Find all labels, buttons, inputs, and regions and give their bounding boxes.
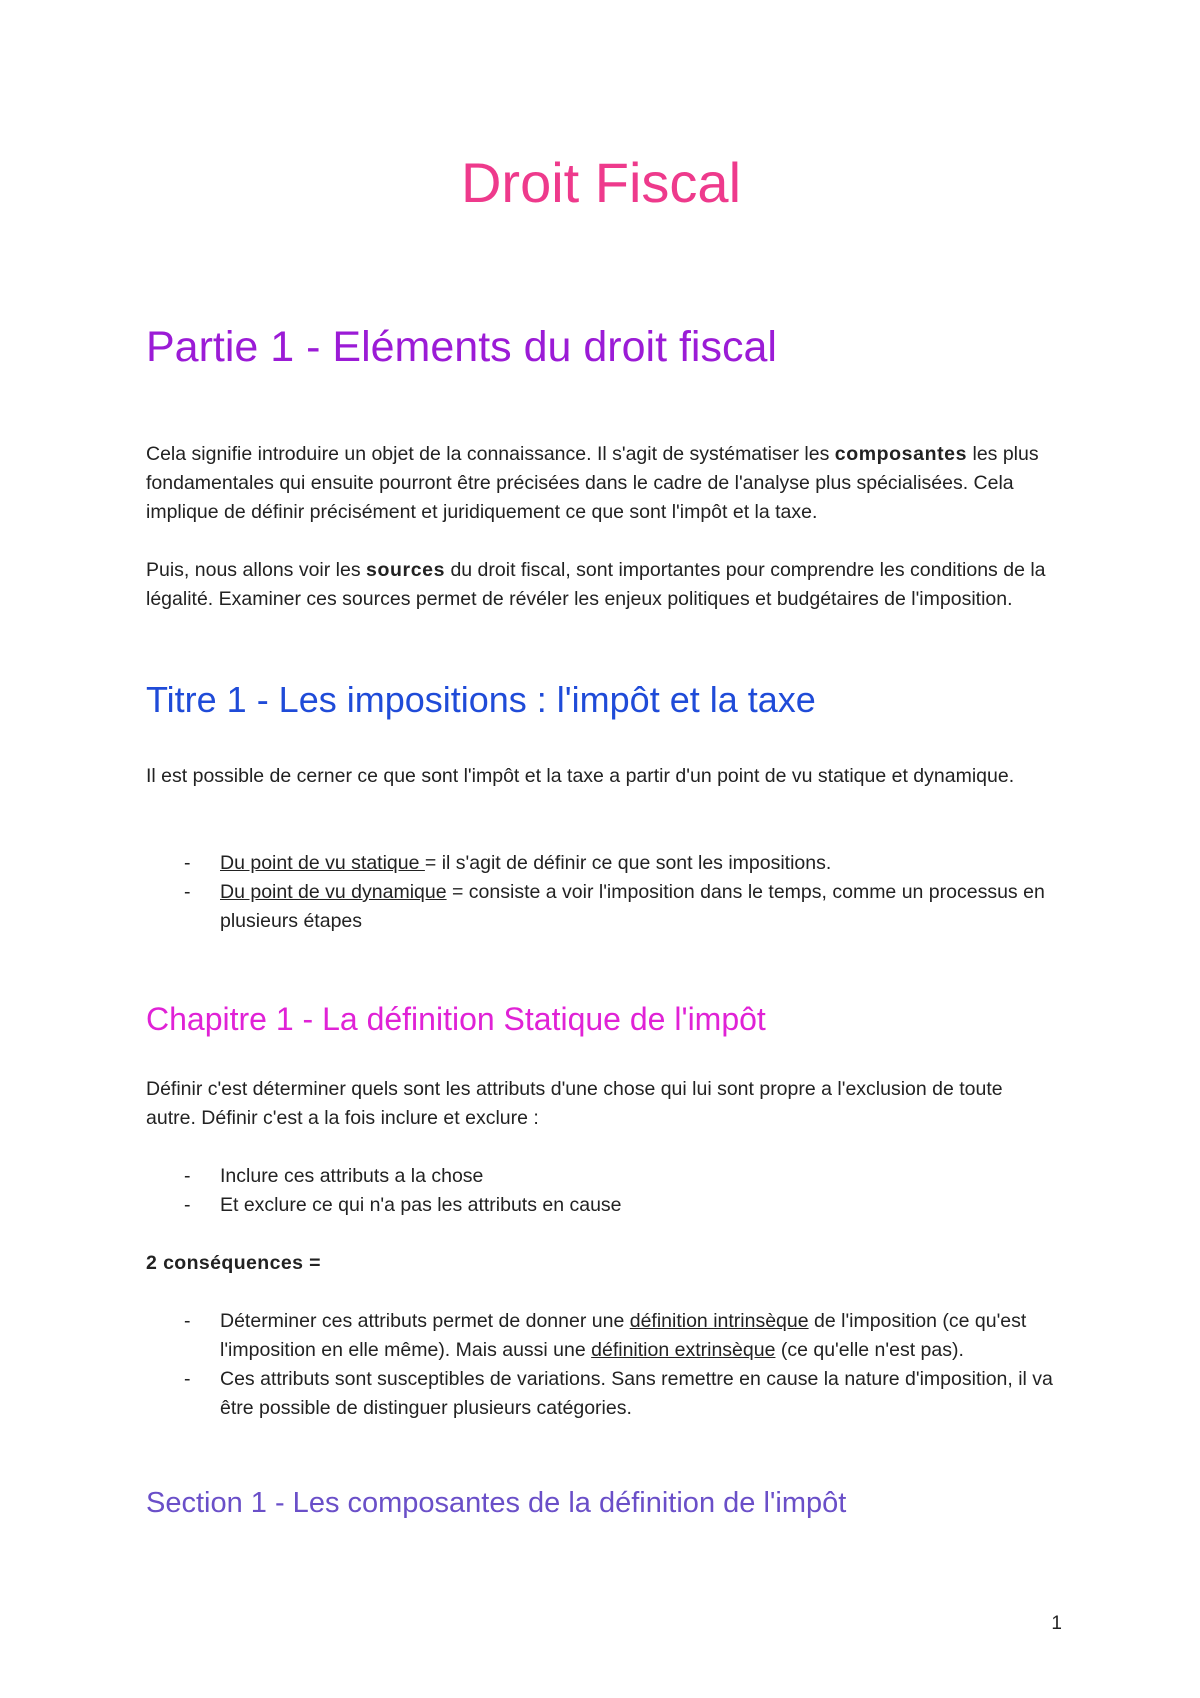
list-dash: - — [184, 881, 191, 903]
consequences-bold-label: 2 conséquences = — [146, 1252, 321, 1274]
consequences-list — [146, 1307, 1056, 1423]
underlined-term: définition intrinsèque — [629, 1310, 809, 1332]
titre-heading: Titre 1 - Les impositions : l'impôt et la taxe — [146, 679, 816, 720]
intro-text: les plus fondamentales qui ensuite pourront être précisées dans le cadre de l'analyse plus spécialisées. Cela implique de définir précisément et juridiquement ce que sont l'impôt et la taxe. — [146, 443, 1039, 523]
list-item-text: = consiste a voir l'imposition dans le temps, comme un processus en plusieurs étapes — [220, 881, 1045, 932]
chapitre-heading: Chapitre 1 - La définition Statique de l'impôt — [146, 1001, 766, 1037]
part-heading: Partie 1 - Eléments du droit fiscal — [146, 323, 777, 371]
underlined-term: définition extrinsèque — [591, 1339, 776, 1361]
intro-paragraph-1 — [146, 440, 1056, 527]
underlined-term: Du point de vu statique — [220, 852, 425, 874]
list-item — [146, 878, 1056, 936]
list-item-text: Déterminer ces attributs permet de donner une — [220, 1310, 630, 1332]
list-item — [146, 849, 1056, 878]
list-item — [146, 1162, 1056, 1191]
titre-list — [146, 849, 1056, 936]
intro-text: du droit fiscal, sont importantes pour comprendre les conditions de la légalité. Examiner ces sources permet de révéler les enjeux politiques et budgétaires de l'imposition. — [146, 559, 1046, 610]
consequences-label — [146, 1249, 1056, 1278]
list-dash: - — [184, 1194, 191, 1216]
intro-text: Cela signifie introduire un objet de la connaissance. Il s'agit de systématiser les — [146, 443, 835, 465]
list-item — [146, 1307, 1056, 1365]
list-item-text: (ce qu'elle n'est pas). — [775, 1339, 964, 1361]
list-dash: - — [184, 852, 191, 874]
list-item-text: de l'imposition (ce qu'est l'imposition en elle même). Mais aussi une — [220, 1310, 1027, 1361]
list-item-text: Inclure ces attributs a la chose — [220, 1165, 484, 1187]
list-item-text: Et exclure ce qui n'a pas les attributs en cause — [220, 1194, 622, 1216]
bold-term-sources: sources — [366, 559, 446, 581]
list-item-text: Ces attributs sont susceptibles de variations. Sans remettre en cause la nature d'imposition, il va être possible de distinguer plusieurs catégories. — [220, 1368, 1053, 1419]
chapitre-list — [146, 1162, 1056, 1220]
list-dash: - — [184, 1310, 191, 1332]
bold-term-composantes: composantes — [834, 443, 968, 465]
intro-paragraph-2 — [146, 556, 1056, 614]
document-title: Droit Fiscal — [460, 151, 742, 214]
list-item — [146, 1191, 1056, 1220]
list-dash: - — [184, 1165, 191, 1187]
page-number: 1 — [1051, 1613, 1062, 1634]
section-heading: Section 1 - Les composantes de la définition de l'impôt — [146, 1487, 847, 1519]
titre-paragraph: Il est possible de cerner ce que sont l'impôt et la taxe a partir d'un point de vu statique et dynamique. — [146, 765, 1015, 787]
list-dash: - — [184, 1368, 191, 1390]
intro-text: Puis, nous allons voir les — [146, 559, 367, 581]
underlined-term: Du point de vu dynamique — [220, 881, 447, 903]
list-item — [146, 1365, 1056, 1423]
chapitre-paragraph: Définir c'est déterminer quels sont les attributs d'une chose qui lui sont propre a l'exclusion de toute autre. Définir c'est a la fois inclure et exclure : — [146, 1078, 1003, 1129]
list-item-text: = il s'agit de définir ce que sont les impositions. — [424, 852, 832, 874]
